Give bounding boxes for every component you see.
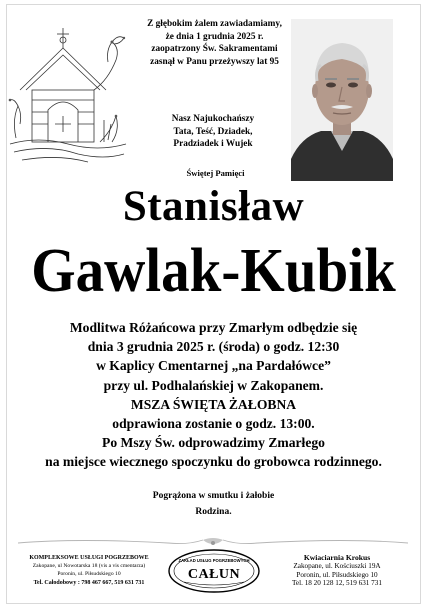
intro-text bbox=[132, 18, 297, 68]
announcement-line: Modlitwa Różańcowa przy Zmarłym odbędzie się bbox=[69, 320, 358, 335]
funeral-home-address: Poronin, ul. Piłsudskiego 10 bbox=[57, 571, 121, 578]
memory-label: Świętej Pamięci bbox=[186, 168, 245, 178]
funeral-home-address: Zakopane, ul Nowotarska 18 (vis a vis cmentarza) bbox=[32, 563, 146, 570]
funeral-home-heading: KOMPLEKSOWE USŁUGI POGRZEBOWE bbox=[29, 555, 149, 561]
portrait-photo bbox=[291, 19, 393, 181]
announcement-line: przy ul. Podhalańskiej w Zakopanem. bbox=[103, 377, 324, 393]
family-line: Tata, Teść, Dziadek, bbox=[173, 126, 253, 137]
family-line: Pradziadek i Wujek bbox=[173, 139, 253, 150]
mourners-signature bbox=[0, 489, 427, 520]
logo-subtitle: ZAKŁAD USŁUG POGRZEBOWYCH bbox=[178, 558, 250, 563]
mourners-line: Pogrążona w smutku i żałobie bbox=[152, 491, 275, 501]
announcement-line: odprawiona zostanie o godz. 13:00. bbox=[112, 416, 315, 432]
announcement-line: w Kaplicy Cmentarnej „na Pardałówce” bbox=[96, 358, 331, 374]
deceased-first-name: Stanisław bbox=[122, 183, 305, 230]
funeral-home-phone: Tel. Całodobowy : 798 467 667, 519 631 731 bbox=[33, 579, 145, 586]
florist-phone: Tel. 18 20 128 12, 519 631 731 bbox=[292, 579, 382, 588]
announcement-line: na miejsce wiecznego spoczynku do grobowca rodzinnego. bbox=[45, 454, 382, 470]
chapel-illustration bbox=[8, 20, 128, 170]
florist-address: Poronin, ul. Piłsudskiego 10 bbox=[296, 570, 378, 579]
family-relations bbox=[152, 113, 274, 151]
intro-line: że dnia 1 grudnia 2025 r. bbox=[165, 31, 264, 42]
announcement-line: Po Mszy Św. odprowadzimy Zmarłego bbox=[102, 435, 325, 451]
announcement-line: dnia 3 grudnia 2025 r. (środa) o godz. 12:30 bbox=[87, 339, 340, 355]
florist-heading: Kwiaciarnia Krokus bbox=[303, 553, 371, 562]
announcement-line: MSZA ŚWIĘTA ŻAŁOBNA bbox=[130, 396, 297, 412]
funeral-home-info bbox=[6, 554, 172, 587]
intro-line: zasnął w Panu przeżywszy lat 95 bbox=[150, 56, 279, 67]
mourners-line: Rodzina. bbox=[195, 506, 232, 517]
intro-line: zaopatrzony Św. Sakramentami bbox=[151, 44, 278, 55]
calun-logo bbox=[166, 548, 262, 594]
funeral-announcement bbox=[15, 318, 412, 472]
florist-address: Zakopane, ul. Kościuszki 19A bbox=[293, 562, 381, 571]
family-line: Nasz Najukochańszy bbox=[171, 114, 255, 124]
florist-info bbox=[262, 554, 412, 588]
intro-line: Z głębokim żalem zawiadamiamy, bbox=[147, 19, 282, 29]
deceased-last-name: Gawlak-Kubik bbox=[31, 237, 396, 305]
logo-name: CAŁUN bbox=[187, 567, 241, 582]
